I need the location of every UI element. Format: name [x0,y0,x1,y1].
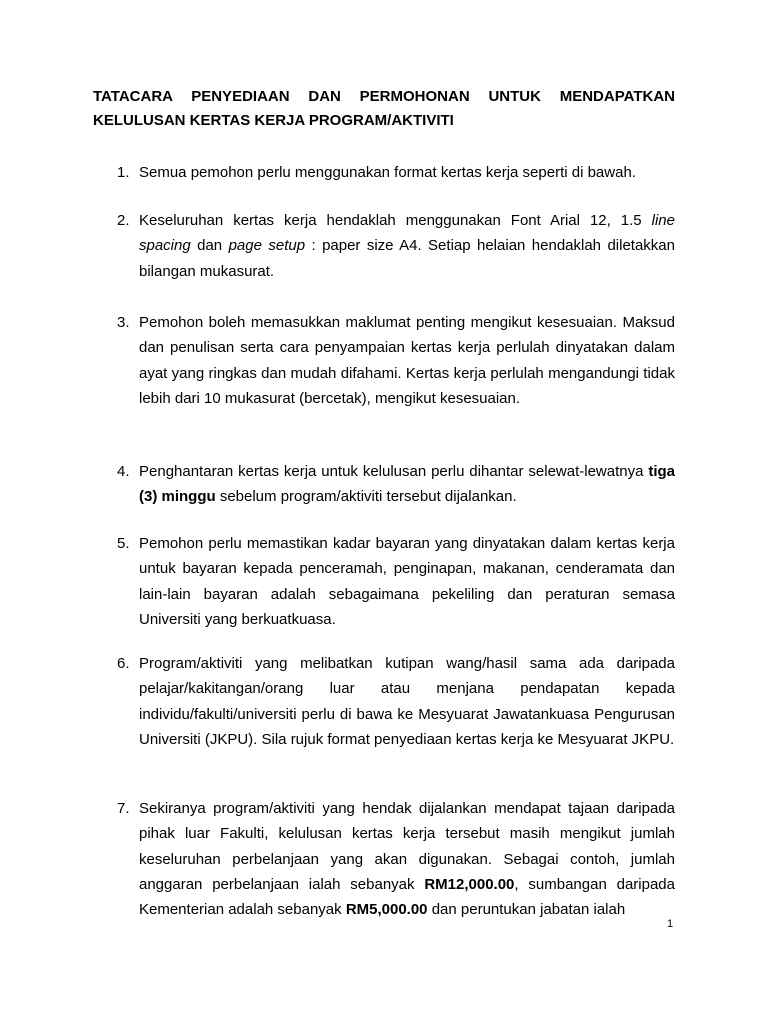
title-line-1: TATACARA PENYEDIAAN DAN PERMOHONAN UNTUK MENDAPATKAN [93,88,675,105]
page-number: 1 [666,918,674,930]
item-number: 5. [117,535,130,552]
list-item [117,796,675,922]
item-text-run: Pemohon perlu memastikan kadar bayaran yang dinyatakan dalam kertas kerja untuk bayaran kepada penceramah, penginapan, makanan, cenderamata dan lain-lain bayaran adalah sebagaimana pekeliling dan peraturan semasa Universiti yang berkuatkuasa. [139,535,675,628]
item-text-italic: line spacing [139,212,675,255]
item-text-run: Semua pemohon perlu menggunakan format kertas kerja seperti di bawah. [139,164,636,181]
list-item [117,651,675,752]
list-item [117,459,675,510]
list-item [117,531,675,632]
list-item [117,160,675,185]
list-item [117,208,675,284]
item-text-run: Penghantaran kertas kerja untuk kelulusan perlu dihantar selewat-lewatnya [139,463,649,480]
item-text-run: Sekiranya program/aktiviti yang hendak dijalankan mendapat tajaan daripada pihak luar Fakulti, kelulusan kertas kerja tersebut masih mengikut jumlah keseluruhan perbelanjaan yang akan digunakan. Sebagai contoh, jumlah anggaran perbelanjaan ialah sebanyak [139,800,675,893]
document-title [93,85,675,133]
list-item [117,310,675,411]
item-text [139,531,675,632]
item-number: 1. [117,164,130,181]
item-number: 2. [117,212,130,229]
title-line-2: KELULUSAN KERTAS KERJA PROGRAM/AKTIVITI [93,112,454,129]
item-text-run: Keseluruhan kertas kerja hendaklah menggunakan Font Arial 12, 1.5 [139,212,652,229]
item-text [139,208,675,284]
item-number: 7. [117,800,130,817]
item-text-run: , sumbangan daripada Kementerian adalah sebanyak [139,875,675,919]
item-text-bold: tiga (3) minggu [139,463,675,506]
item-text-run: sebelum program/aktiviti tersebut dijalankan. [215,488,517,506]
item-number: 6. [117,655,130,672]
item-number: 3. [117,314,130,331]
item-text [139,310,675,411]
item-text-run: Program/aktiviti yang melibatkan kutipan wang/hasil sama ada daripada pelajar/kakitangan/orang luar atau menjana pendapatan kepada individu/fakulti/universiti perlu di bawa ke Mesyuarat Jawatankuasa Pengurusan Universiti (JKPU). Sila rujuk format penyediaan kertas kerja ke Mesyuarat JKPU. [139,655,675,748]
item-text [139,796,675,922]
item-text [139,459,675,510]
item-text [139,160,675,185]
item-text-run: Pemohon boleh memasukkan maklumat penting mengikut kesesuaian. Maksud dan penulisan serta cara penyampaian kertas kerja perlulah dinyatakan dalam ayat yang ringkas dan mudah difahami. Kertas kerja perlulah mengandungi tidak lebih dari 10 mukasurat (bercetak), mengikut kesesuaian. [139,314,675,407]
item-text-bold: RM12,000.00 [424,875,515,893]
item-text-run: dan peruntukan jabatan ialah [427,901,626,919]
item-text-bold: RM5,000.00 [345,901,428,919]
item-number: 4. [117,463,130,480]
item-text [139,651,675,752]
item-text-italic: page setup [228,237,306,255]
item-text-run: : paper size A4. Setiap helaian hendaklah diletakkan bilangan mukasurat. [139,237,675,280]
item-text-run: dan [190,237,229,255]
